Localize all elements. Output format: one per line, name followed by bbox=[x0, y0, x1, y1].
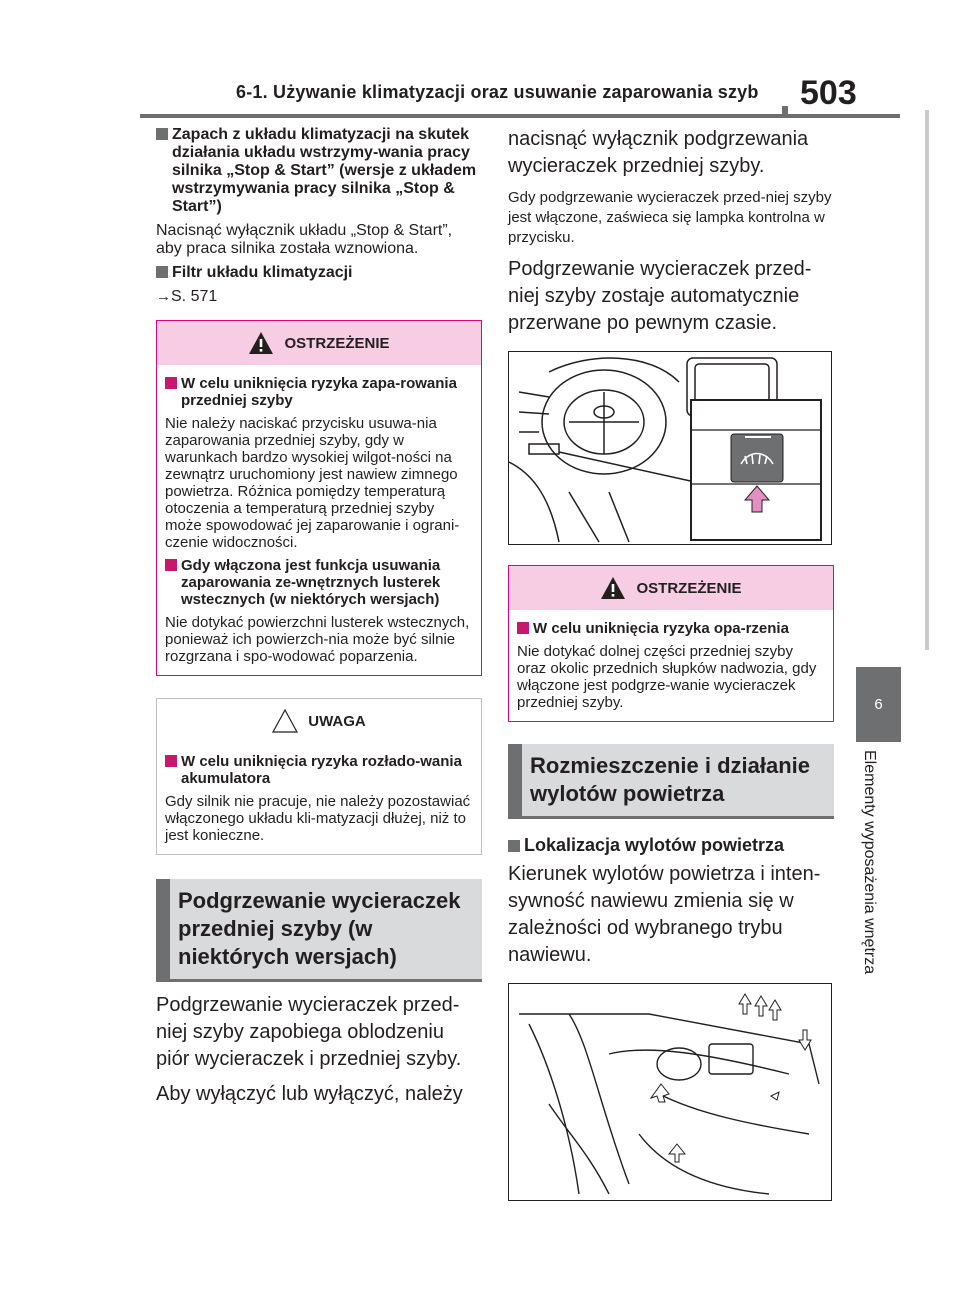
bullet-square-icon bbox=[156, 128, 168, 140]
air-vents-illustration bbox=[508, 983, 832, 1201]
caution-item-text: Gdy silnik nie pracuje, nie należy pozostawiać włączonego układu kli-matyzacji dłużej, niż to jest konieczne. bbox=[165, 793, 471, 844]
right-column bbox=[508, 126, 834, 1201]
warning-header bbox=[509, 566, 833, 610]
bullet-square-icon bbox=[517, 622, 529, 634]
warning-body bbox=[509, 610, 833, 721]
odor-heading: Zapach z układu klimatyzacji na skutek działania układu wstrzymy-wania pracy silnika „Stop & Start” (wersje z układem wstrzymywania pracy silnika „Stop & Start”) bbox=[156, 126, 482, 216]
warning-triangle-icon bbox=[248, 331, 274, 355]
vents-paragraph: Kierunek wylotów powietrza i inten-sywność nawiewu zmienia się w zależności od wybranego trybu nawiewu. bbox=[508, 863, 821, 966]
warning-item-text: Nie dotykać powierzchni lusterek wstecznych, ponieważ ich powierzch-nia może być silnie rozgrzana i spo-wodować poparzenia. bbox=[165, 614, 470, 665]
odor-text: Nacisnąć wyłącznik układu „Stop & Start”, aby praca silnika została wznowiona. bbox=[156, 222, 453, 257]
wiper-deicer-paragraph: Podgrzewanie wycieraczek przed-niej szyby zapobiega oblodzeniu piór wycieraczek i przedniej szyby. bbox=[156, 994, 462, 1070]
caution-title: UWAGA bbox=[308, 712, 366, 730]
warning-item-text: Nie należy naciskać przycisku usuwa-nia zaparowania przedniej szyby, gdy w warunkach bardzo wysokiej wilgot-ności na zewnątrz uruchomiony jest nawiew zimnego powietrza. Różnica pomiędzy temperaturą otoczenia a temperaturą przedniej szyby może spowodować jej zaparowanie i ograni-czenie widoczności. bbox=[165, 415, 460, 551]
vents-heading: Lokalizacja wylotów powietrza bbox=[508, 835, 834, 855]
warning-title: OSTRZEŻENIE bbox=[636, 579, 742, 597]
interior-drawing bbox=[509, 984, 831, 1200]
caution-box bbox=[156, 698, 482, 855]
wiper-deicer-paragraph: Aby wyłączyć lub wyłączyć, należy bbox=[156, 1083, 463, 1105]
warning-box bbox=[508, 565, 834, 722]
auto-off-paragraph: Podgrzewanie wycieraczek przed-niej szyby zostaje automatycznie przerwane po pewnym czasie. bbox=[508, 258, 812, 334]
bullet-square-icon bbox=[156, 266, 168, 278]
warning-triangle-icon bbox=[600, 576, 626, 600]
caution-item-heading: W celu uniknięcia ryzyka rozłado-wania akumulatora bbox=[165, 753, 473, 787]
page-number: 503 bbox=[800, 74, 857, 112]
section-heading-air-vents: Rozmieszczenie i działanie wylotów powietrza bbox=[508, 744, 834, 819]
warning-header bbox=[157, 321, 481, 365]
warning-body bbox=[157, 365, 481, 675]
caution-triangle-icon bbox=[272, 709, 298, 733]
chapter-title-vertical bbox=[860, 750, 878, 1010]
dashboard-illustration bbox=[508, 351, 832, 545]
chapter-tab[interactable]: 6 bbox=[856, 667, 901, 742]
left-column bbox=[156, 126, 482, 1116]
indicator-note: Gdy podgrzewanie wycieraczek przed-niej szyby jest włączone, zaświeca się lampka kontrolna w przycisku. bbox=[508, 189, 832, 246]
warning-item-heading: Gdy włączona jest funkcja usuwania zaparowania ze-wnętrznych lusterek wstecznych (w niektórych wersjach) bbox=[165, 557, 473, 608]
reference-arrow-icon: → bbox=[156, 288, 171, 305]
bullet-square-icon bbox=[165, 755, 177, 767]
section-heading-wiper-deicer: Podgrzewanie wycieraczek przedniej szyby (w niektórych wersjach) bbox=[156, 879, 482, 982]
bullet-square-icon bbox=[508, 840, 520, 852]
warning-item-text: Nie dotykać dolnej części przedniej szyby oraz okolic przednich słupków nadwozia, gdy włączone jest podgrze-wanie wycieraczek przedniej szyby. bbox=[517, 643, 817, 711]
dashboard-drawing bbox=[509, 352, 831, 544]
warning-box bbox=[156, 320, 482, 676]
caution-body bbox=[157, 743, 481, 854]
header-rule-notch bbox=[782, 106, 788, 118]
filter-reference[interactable]: →S. 571 bbox=[156, 288, 218, 305]
warning-item-heading: W celu uniknięcia ryzyka zapa-rowania przedniej szyby bbox=[165, 375, 473, 409]
wiper-deicer-paragraph-cont: nacisnąć wyłącznik podgrzewania wycieraczek przedniej szyby. bbox=[508, 128, 809, 177]
bullet-square-icon bbox=[165, 377, 177, 389]
filter-heading: Filtr układu klimatyzacji bbox=[156, 264, 482, 282]
side-margin-line bbox=[925, 110, 929, 650]
warning-item-heading: W celu uniknięcia ryzyka opa-rzenia bbox=[517, 620, 825, 637]
bullet-square-icon bbox=[165, 559, 177, 571]
page-header-title: 6-1. Używanie klimatyzacji oraz usuwanie zaparowania szyb bbox=[236, 82, 759, 102]
warning-title: OSTRZEŻENIE bbox=[284, 334, 390, 352]
chapter-title: Elementy wyposażenia wnętrza bbox=[861, 750, 878, 975]
caution-header bbox=[157, 699, 481, 743]
